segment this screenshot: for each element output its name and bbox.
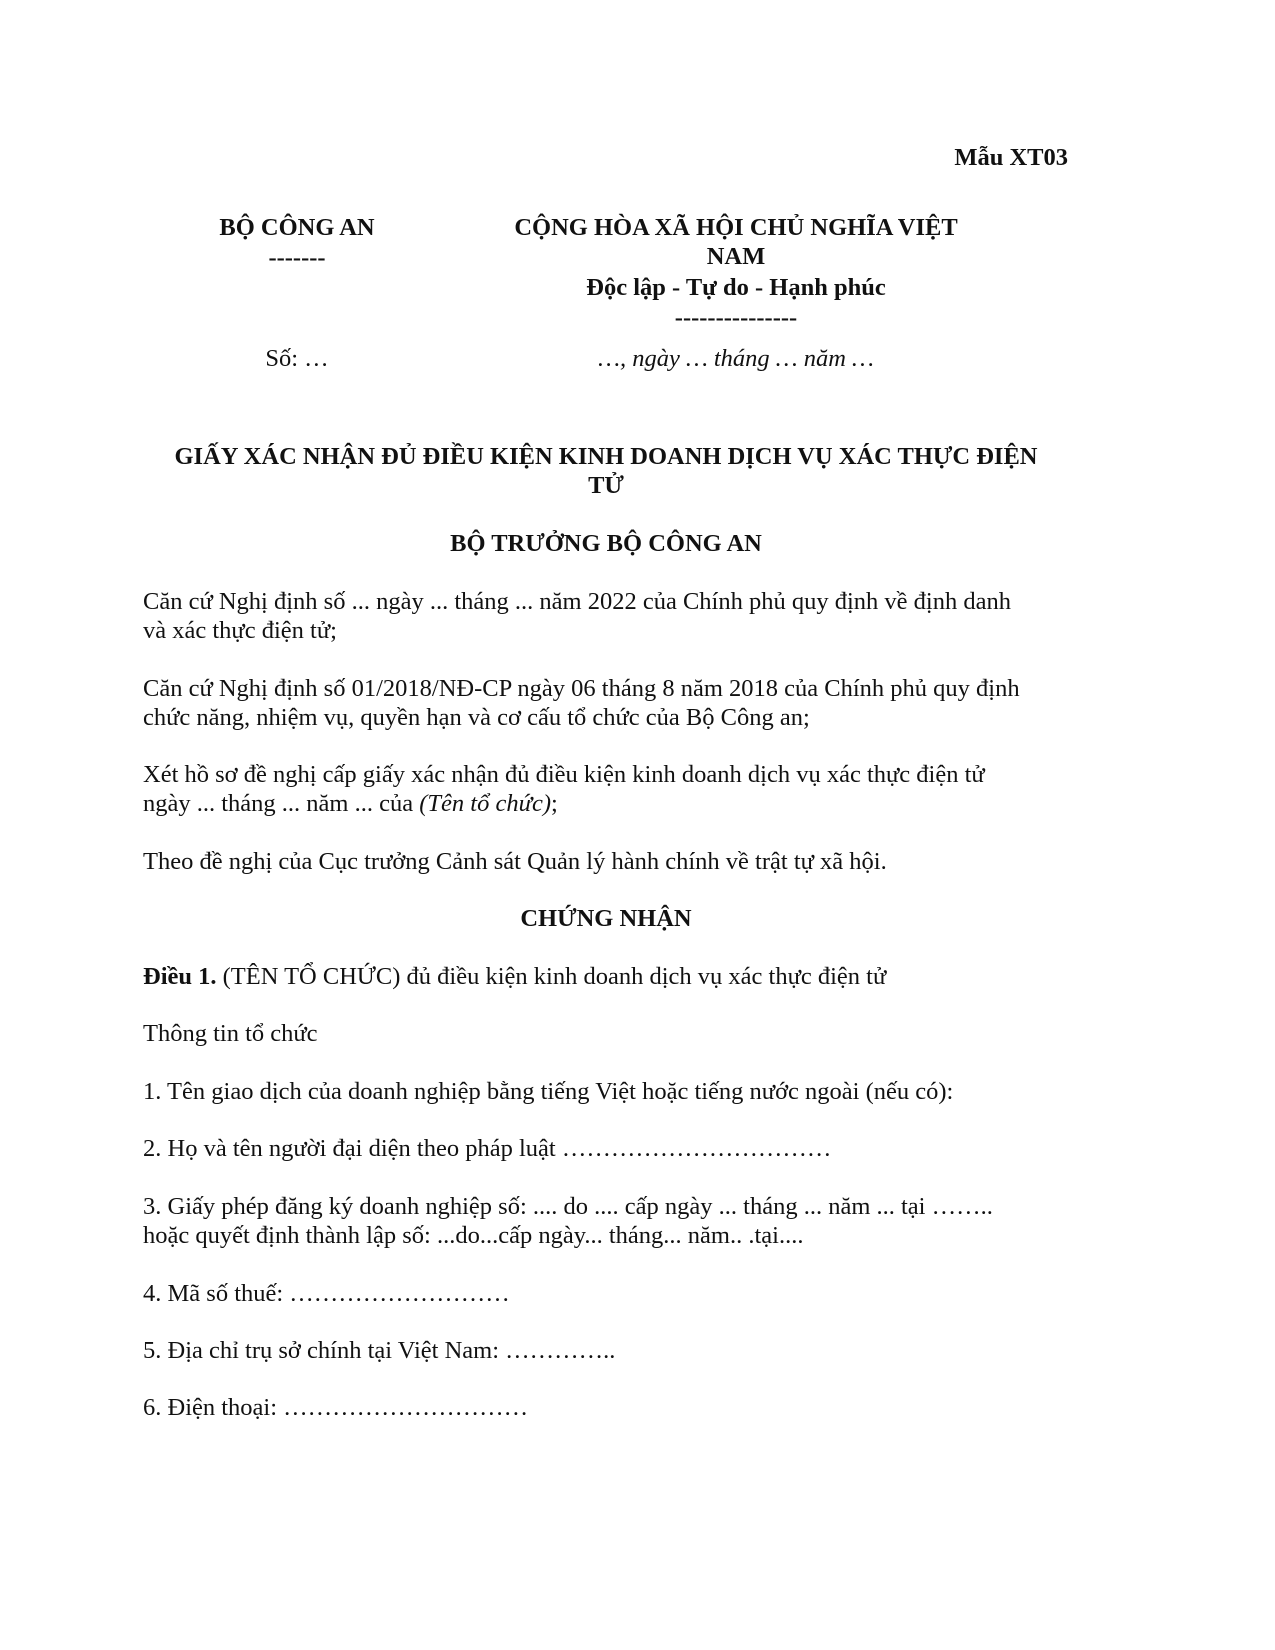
country-name-cont: NAM <box>706 243 766 270</box>
preamble-2-line1: Căn cứ Nghị định số 01/2018/NĐ-CP ngày 06 tháng 8 năm 2018 của Chính phủ quy định <box>143 675 1020 702</box>
preamble-1-line1: Căn cứ Nghị định số ... ngày ... tháng ... năm 2022 của Chính phủ quy định về định danh <box>143 588 1011 615</box>
document-title: GIẤY XÁC NHẬN ĐỦ ĐIỀU KIỆN KINH DOANH DỊCH VỤ XÁC THỰC ĐIỆN <box>174 443 1038 470</box>
item-tax-code: 4. Mã số thuế: ……………………… <box>143 1280 510 1307</box>
preamble-3-line2 <box>143 789 1083 818</box>
item-business-license: 3. Giấy phép đăng ký doanh nghiệp số: .... do .... cấp ngày ... tháng ... năm ... tại …….. <box>143 1193 993 1220</box>
item-trade-name: 1. Tên giao dịch của doanh nghiệp bằng tiếng Việt hoặc tiếng nước ngoài (nếu có): <box>143 1078 954 1105</box>
document-number: Số: … <box>265 345 329 372</box>
agency-name: BỘ CÔNG AN <box>219 214 375 241</box>
authority-heading: BỘ TRƯỞNG BỘ CÔNG AN <box>450 530 762 557</box>
document-title-cont: TỬ <box>588 472 624 499</box>
preamble-2 <box>143 674 1083 732</box>
item-business-license-cont: hoặc quyết định thành lập số: ...do...cấp ngày... tháng... năm.. .tại.... <box>143 1222 804 1249</box>
preamble-3-text: ngày ... tháng ... năm ... của <box>143 790 420 817</box>
country-name: CỘNG HÒA XÃ HỘI CHỦ NGHĨA VIỆT <box>514 214 958 241</box>
article-1 <box>143 962 1083 991</box>
article-1-label: Điều 1. <box>143 963 217 990</box>
preamble-3-suffix: ; <box>551 790 558 817</box>
preamble-3 <box>143 760 1083 818</box>
preamble-4: Theo đề nghị của Cục trưởng Cảnh sát Quản lý hành chính về trật tự xã hội. <box>143 848 887 875</box>
item-head-office-address: 5. Địa chỉ trụ sở chính tại Việt Nam: ………….. <box>143 1337 616 1364</box>
item-legal-representative: 2. Họ và tên người đại diện theo pháp luật …………………………… <box>143 1135 832 1162</box>
form-code: Mẫu XT03 <box>954 144 1068 171</box>
motto-rule: --------------- <box>674 304 798 331</box>
agency-rule: ------- <box>268 244 326 271</box>
document-date: …, ngày … tháng … năm … <box>598 345 874 372</box>
preamble-2-line2: chức năng, nhiệm vụ, quyền hạn và cơ cấu tổ chức của Bộ Công an; <box>143 704 810 731</box>
certify-heading: CHỨNG NHẬN <box>520 905 692 932</box>
preamble-1-line2: và xác thực điện tử; <box>143 617 337 644</box>
preamble-1 <box>143 587 1083 645</box>
preamble-3-line1: Xét hồ sơ đề nghị cấp giấy xác nhận đủ điều kiện kinh doanh dịch vụ xác thực điện tử <box>143 761 985 788</box>
organization-placeholder: (Tên tổ chức) <box>419 790 551 817</box>
item-phone: 6. Điện thoại: ………………………… <box>143 1394 529 1421</box>
org-info-heading: Thông tin tổ chức <box>143 1020 318 1047</box>
article-1-text: (TÊN TỔ CHỨC) đủ điều kiện kinh doanh dịch vụ xác thực điện tử <box>216 963 887 990</box>
motto: Độc lập - Tự do - Hạnh phúc <box>586 274 886 301</box>
